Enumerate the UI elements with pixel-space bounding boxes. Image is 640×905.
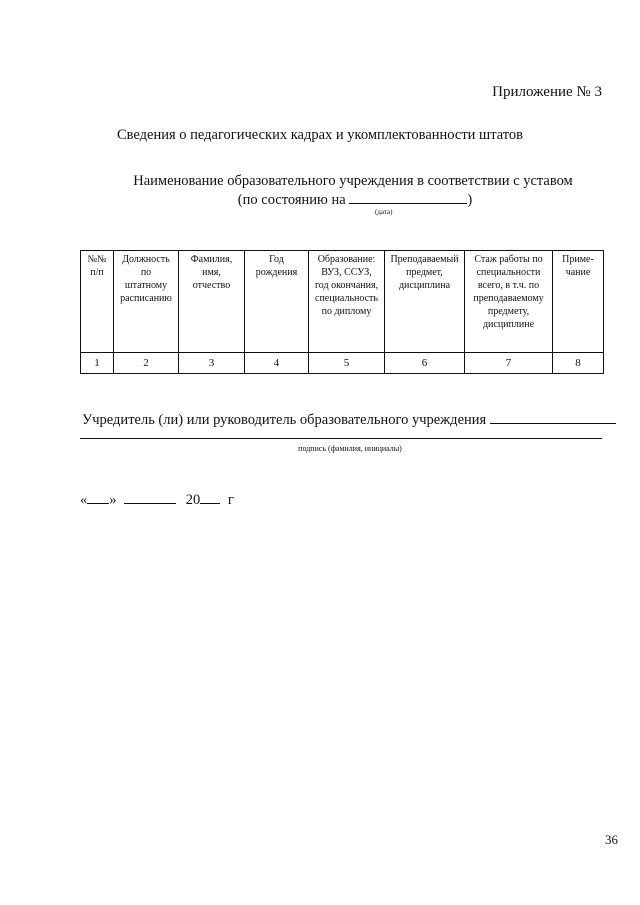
col-header-number: №№ п/п xyxy=(81,251,114,353)
col-header-education: Образование: ВУЗ, ССУЗ, год окончания, специальность по диплому xyxy=(309,251,385,353)
col-header-full-name: Фамилия, имя, отчество xyxy=(179,251,245,353)
date-caption: (дата) xyxy=(375,208,393,216)
column-number-cell: 6 xyxy=(385,353,465,374)
table-row xyxy=(81,353,604,374)
year-blank xyxy=(200,491,220,504)
open-quote: « xyxy=(80,492,88,508)
signatory-label: Учредитель (ли) или руководитель образовательного учреждения xyxy=(82,412,487,428)
signature-caption: подпись (фамилия, инициалы) xyxy=(298,444,402,453)
col-header-note: Приме- чание xyxy=(553,251,604,353)
col-header-position: Должность по штатному расписанию xyxy=(114,251,179,353)
table-header-row xyxy=(81,251,604,353)
column-number-cell: 1 xyxy=(81,353,114,374)
col-header-birth-year: Год рождения xyxy=(245,251,309,353)
year-suffix: г xyxy=(227,492,234,508)
year-prefix: 20 xyxy=(185,492,201,508)
column-number-cell: 7 xyxy=(465,353,553,374)
column-number-cell: 8 xyxy=(553,353,604,374)
close-quote: » xyxy=(109,492,117,508)
document-title: Сведения о педагогических кадрах и укомплектованности штатов xyxy=(116,127,524,143)
column-number-cell: 2 xyxy=(114,353,179,374)
signatory-blank xyxy=(490,411,616,424)
column-number-cell: 4 xyxy=(245,353,309,374)
staff-table xyxy=(80,250,604,374)
appendix-label: Приложение № 3 xyxy=(492,84,602,100)
day-blank xyxy=(87,491,109,504)
column-number-cell: 5 xyxy=(309,353,385,374)
col-header-experience: Стаж работы по специальности всего, в т.ч. по преподаваемому предмету, дисциплине xyxy=(465,251,553,353)
as-of-suffix: ) xyxy=(467,192,473,208)
as-of-date-blank xyxy=(349,190,467,204)
as-of-date-row xyxy=(0,190,640,209)
page-number: 36 xyxy=(605,832,618,847)
signature-line xyxy=(80,438,602,439)
month-blank xyxy=(124,491,176,504)
signing-date-row xyxy=(80,491,234,509)
col-header-subject: Преподаваемый предмет, дисциплина xyxy=(385,251,465,353)
institution-name-label: Наименование образовательного учреждения в соответствии с уставом xyxy=(133,173,573,189)
column-number-cell: 3 xyxy=(179,353,245,374)
signatory-row xyxy=(82,411,616,429)
as-of-prefix: (по состоянию на xyxy=(237,192,346,208)
